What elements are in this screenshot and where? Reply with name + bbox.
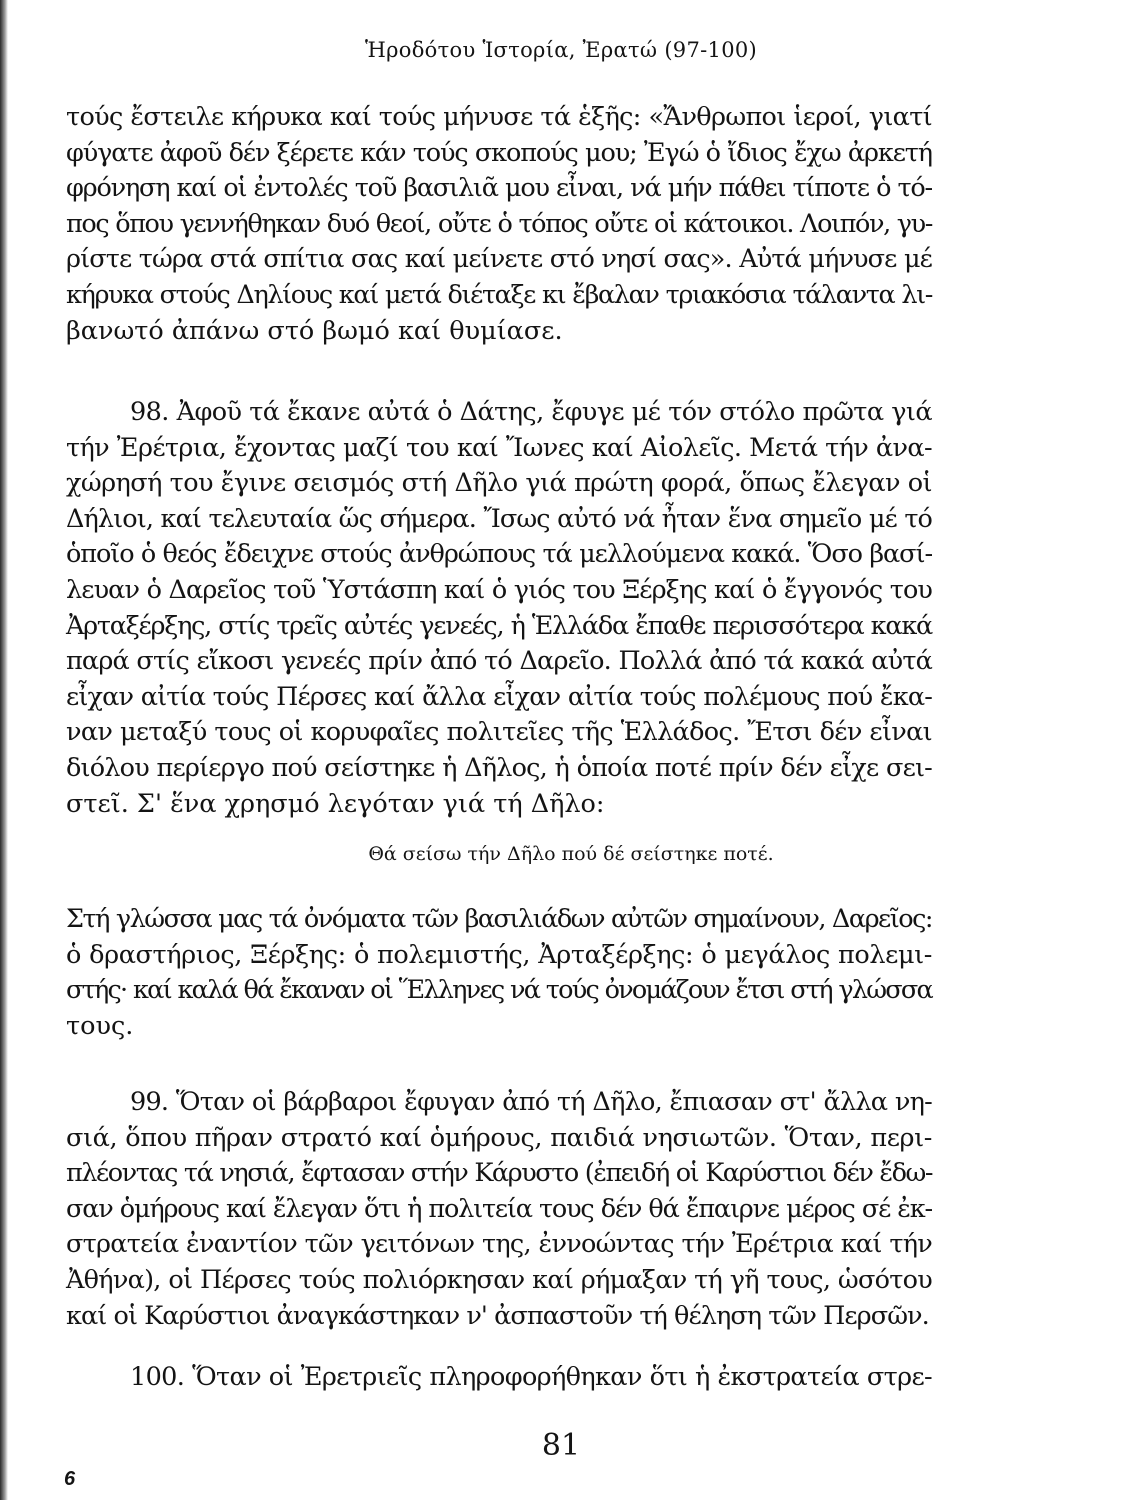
text-line: Στή γλώσσα μας τά ὀνόματα τῶν βασιλιάδων αὐτῶν σημαίνουν, Δαρεῖος: bbox=[66, 904, 932, 934]
scan-edge-shadow bbox=[0, 0, 8, 1500]
paragraph-97-continuation bbox=[66, 100, 932, 349]
text-line: τήν Ἐρέτρια, ἔχοντας μαζί του καί Ἴωνες καί Αἰολεῖς. Μετά τήν ἀνα- bbox=[66, 432, 932, 463]
oracle-verse: Θά σείσω τήν Δῆλο πού δέ σείστηκε ποτέ. bbox=[368, 843, 774, 865]
text-line: ναν μεταξύ τους οἱ κορυφαῖες πολιτεῖες τῆς Ἑλλάδος. Ἔτσι δέν εἶναι bbox=[66, 717, 932, 748]
text-line: χώρησή του ἔγινε σεισμός στή Δῆλο γιά πρώτη φορά, ὅπως ἔλεγαν οἱ bbox=[66, 468, 932, 499]
page-number: 81 bbox=[541, 1428, 581, 1463]
text-line: τους. bbox=[66, 1010, 134, 1041]
text-line: πος ὅπου γεννήθηκαν δυό θεοί, οὔτε ὁ τόπος οὔτε οἱ κάτοικοι. Λοιπόν, γυ- bbox=[66, 208, 932, 239]
signature-mark: 6 bbox=[64, 1468, 76, 1490]
running-header: Ἡροδότου Ἱστορία, Ἐρατώ (97-100) bbox=[364, 38, 758, 62]
text-line: Δήλιοι, καί τελευταία ὥς σήμερα. Ἴσως αὐτό νά ἦταν ἕνα σημεῖο μέ τό bbox=[66, 503, 932, 534]
text-line: σιά, ὅπου πῆραν στρατό καί ὁμήρους, παιδιά νησιωτῶν. Ὅταν, περι- bbox=[66, 1122, 932, 1153]
text-line: διόλου περίεργο πού σείστηκε ἡ Δῆλος, ἡ ὁποία ποτέ πρίν δέν εἶχε σει- bbox=[66, 752, 932, 783]
text-line: Ἀρταξέρξης, στίς τρεῖς αὐτές γενεές, ἡ Ἑλλάδα ἔπαθε περισσότερα κακά bbox=[66, 610, 932, 641]
text-line: στής· καί καλά θά ἔκαναν οἱ Ἕλληνες νά τούς ὀνομάζουν ἔτσι στή γλώσσα bbox=[66, 975, 932, 1006]
text-line: Ἀθήνα), οἱ Πέρσες τούς πολιόρκησαν καί ρήμαξαν τή γῆ τους, ὡσότου bbox=[66, 1264, 932, 1295]
text-line: φύγατε ἀφοῦ δέν ξέρετε κάν τούς σκοπούς μου; Ἐγώ ὁ ἴδιος ἔχω ἀρκετή bbox=[66, 137, 932, 168]
text-line: κήρυκα στούς Δηλίους καί μετά διέταξε κι ἔβαλαν τριακόσια τάλαντα λι- bbox=[66, 279, 932, 310]
text-line: τούς ἔστειλε κήρυκα καί τούς μήνυσε τά ἑξῆς: «Ἄνθρωποι ἱεροί, γιατί bbox=[66, 102, 932, 132]
paragraph-98 bbox=[66, 395, 932, 822]
text-line: ὁ δραστήριος, Ξέρξης: ὁ πολεμιστής, Ἀρταξέρξης: ὁ μεγάλος πολεμι- bbox=[66, 939, 932, 970]
text-line: 100. Ὅταν οἱ Ἐρετριεῖς πληροφορήθηκαν ὅτι ἡ ἐκστρατεία στρε- bbox=[130, 1362, 932, 1392]
text-line: 99. Ὅταν οἱ βάρβαροι ἔφυγαν ἀπό τή Δῆλο, ἔπιασαν στ' ἄλλα νη- bbox=[130, 1087, 932, 1117]
paragraph-king-names bbox=[66, 902, 932, 1044]
text-line: παρά στίς εἴκοσι γενεές πρίν ἀπό τό Δαρεῖο. Πολλά ἀπό τά κακά αὐτά bbox=[66, 646, 932, 677]
text-line: εἶχαν αἰτία τούς Πέρσες καί ἄλλα εἶχαν αἰτία τούς πολέμους πού ἔκα- bbox=[66, 681, 932, 712]
text-line: στεῖ. Σ' ἕνα χρησμό λεγόταν γιά τή Δῆλο: bbox=[66, 788, 605, 819]
paragraph-99 bbox=[66, 1085, 932, 1334]
text-line: λευαν ὁ Δαρεῖος τοῦ Ὑστάσπη καί ὁ γιός του Ξέρξης καί ὁ ἔγγονός του bbox=[66, 574, 932, 605]
text-line: φρόνηση καί οἱ ἐντολές τοῦ βασιλιᾶ μου εἶναι, νά μήν πάθει τίποτε ὁ τό- bbox=[66, 173, 932, 204]
text-line: 98. Ἀφοῦ τά ἔκανε αὐτά ὁ Δάτης, ἔφυγε μέ τόν στόλο πρῶτα γιά bbox=[130, 397, 932, 427]
text-line: ὁποῖο ὁ θεός ἔδειχνε στούς ἀνθρώπους τά μελλούμενα κακά. Ὅσο βασί- bbox=[66, 539, 932, 570]
text-line: βανωτό ἀπάνω στό βωμό καί θυμίασε. bbox=[66, 315, 563, 346]
text-line: στρατεία ἐναντίον τῶν γειτόνων της, ἐννοώντας τήν Ἐρέτρια καί τήν bbox=[66, 1229, 932, 1260]
text-line: ρίστε τώρα στά σπίτια σας καί μείνετε στό νησί σας». Αὐτά μήνυσε μέ bbox=[66, 244, 932, 275]
text-line: πλέοντας τά νησιά, ἔφτασαν στήν Κάρυστο (ἐπειδή οἱ Καρύστιοι δέν ἔδω- bbox=[66, 1158, 932, 1189]
paragraph-100 bbox=[66, 1360, 932, 1396]
text-line: σαν ὁμήρους καί ἔλεγαν ὅτι ἡ πολιτεία τους δέν θά ἔπαιρνε μέρος σέ ἐκ- bbox=[66, 1193, 932, 1224]
text-line: καί οἱ Καρύστιοι ἀναγκάστηκαν ν' ἀσπαστοῦν τή θέληση τῶν Περσῶν. bbox=[66, 1300, 929, 1331]
